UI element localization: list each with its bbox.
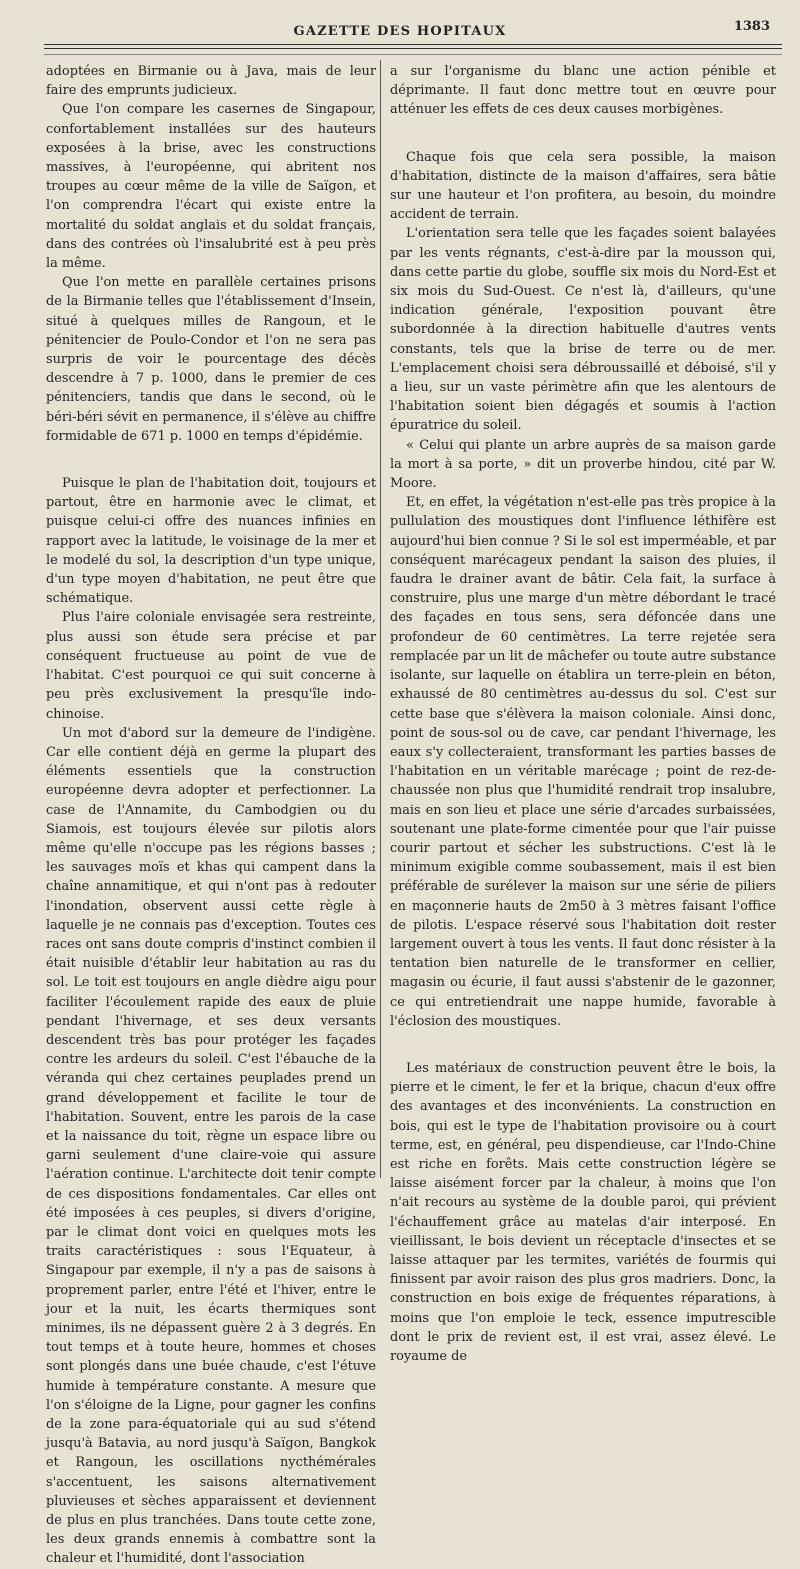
paragraph: Puisque le plan de l'habitation doit, toujours et partout, être en harmonie avec le climat, et puisque celui-ci offre des nuances infinies en rapport avec la latitude, le voisinage de la mer et le modelé du sol, la description d'un type unique, d'un type moyen d'habitation, ne peut être que schématique. — [46, 476, 376, 607]
paragraph: Un mot d'abord sur la demeure de l'indigène. Car elle contient déjà en germe la plupart des éléments essentiels que la construction européenne devra adopter et perfectionner. La case de l'Annamite, du Cambodgien ou du Siamois, est toujours élevée sur pilotis alors même qu'elle n'occupe pas les régions basses ; les sauvages moïs et khas qui campent dans la chaîne annamitique, et qui n'ont pas à redouter l'inondation, observent aussi cette règle à laquelle je ne connais pas d'exception. Toutes ces races ont sans doute compris d'instinct combien il était nuisible d'établir leur habitation au ras du sol. Le toit est toujours en angle dièdre aigu pour faciliter l'écoulement rapide des eaux de pluie pendant l'hivernage, et ses deux versants descendent très bas pour protéger les façades contre les ardeurs du soleil. C'est l'ébauche de la véranda qui chez certaines peuplades prend un grand développement et facilite le tour de l'habitation. Souvent, entre les parois de la case et la naissance du toit, règne un espace libre ou garni seulement d'une claire-voie qui assure l'aération continue. L'architecte doit tenir compte de ces dispositions fondamentales. Car elles ont été imposées à ces peuples, si divers d'origine, par le climat dont voici en quelques mots les traits caractéristiques : sous l'Equateur, à Singapour par exemple, il n'y a pas de saisons à proprement parler, entre l'été et l'hiver, entre le jour et la nuit, les écarts thermiques sont minimes, ils ne dépassent guère 2 à 3 degrés. En tout temps et à toute heure, hommes et choses sont plongés dans une buée chaude, c'est l'étuve humide à température constante. A mesure que l'on s'éloigne de la Ligne, pour gagner les confins de la zone para-équatoriale qui au sud s'étend jusqu'à Batavia, au nord jusqu'à Saïgon, Bangkok et Rangoun, les oscillations nycthémérales s'accentuent, les saisons alternativement pluvieuses et sèches apparaissent et deviennent de plus en plus tranchées. Dans toute cette zone, les deux grands ennemis à combattre sont la chaleur et l'humidité, dont l'association — [46, 725, 376, 1567]
left-column — [46, 62, 376, 1569]
right-column — [390, 62, 776, 1366]
paragraph: « Celui qui plante un arbre auprès de sa maison garde la mort à sa porte, » dit un proverbe hindou, cité par W. Moore. — [390, 437, 776, 492]
running-title: GAZETTE DES HOPITAUX — [293, 24, 507, 39]
column-separator — [380, 60, 381, 1178]
paragraph: adoptées en Birmanie ou à Java, mais de leur faire des emprunts judicieux. — [46, 64, 376, 99]
paragraph: Plus l'aire coloniale envisagée sera restreinte, plus aussi son étude sera précise et par conséquent fructueuse au point de vue de l'habitat. C'est pourquoi ce qui suit concerne à peu près exclusivement la presqu'île indo-chinoise. — [46, 610, 376, 722]
page-number: 1383 — [733, 19, 770, 34]
paragraph: L'orientation sera telle que les façades soient balayées par les vents régnants, c'est-à-dire par la mousson qui, dans cette partie du globe, souffle six mois du Nord-Est et six mois du Sud-Ouest. Ce n'est là, d'ailleurs, qu'une indication générale, l'exposition pouvant être subordonnée à la direction habituelle d'autres vents constants, tels que la brise de terre ou de mer. L'emplacement choisi sera débroussaillé et déboisé, s'il y a lieu, sur un vaste périmètre afin que les alentours de l'habitation soient bien dégagés et soumis à l'action épuratrice du soleil. — [390, 226, 776, 434]
paragraph: Et, en effet, la végétation n'est-elle pas très propice à la pullulation des moustiques dont l'influence léthifère est aujourd'hui bien connue ? Si le sol est imperméable, et par conséquent marécageux pendant la saison des pluies, il faudra le drainer avant de bâtir. Cela fait, la surface à construire, plus une marge d'un mètre débordant le tracé des façades en tous sens, sera défoncée dans une profondeur de 60 centimètres. La terre rejetée sera remplacée par un lit de mâchefer ou toute autre substance isolante, sur laquelle on établira un terre-plein en béton, exhaussé de 80 centimètres au-dessus du sol. C'est sur cette base que s'élèvera la maison coloniale. Ainsi donc, point de sous-sol ou de cave, car pendant l'hivernage, les eaux s'y collecteraient, transformant les parties basses de l'habitation en un véritable marécage ; point de rez-de-chaussée non plus que l'humidité rendrait trop insalubre, mais en son lieu et place une série d'arcades surbaissées, soutenant une plate-forme cimentée pour que l'air puisse courir partout et sécher les substructions. C'est là le minimum exigible comme soubassement, mais il est bien préférable de surélever la maison sur une série de piliers en maçonnerie hauts de 2m50 à 3 mètres faisant l'office de pilotis. L'espace réservé sous l'habitation doit rester largement ouvert à tous les vents. Il faut donc résister à la tentation bien naturelle de le transformer en cellier, magasin ou écurie, il faut aussi s'abstenir de le gazonner, ce qui entretiendrait une nappe humide, favorable à l'éclosion des moustiques. — [390, 495, 777, 1029]
paragraph: Que l'on compare les casernes de Singapour, confortablement installées sur des hauteurs exposées à la brise, avec les constructions massives, à l'européenne, qui abritent nos troupes au cœur même de la ville de Saïgon, et l'on comprendra l'écart qui existe entre la mortalité du soldat anglais et du soldat français, dans des contrées où l'insalubrité est à peu près la même. — [46, 102, 376, 272]
paragraph: Que l'on mette en parallèle certaines prisons de la Birmanie telles que l'établissement d'Insein, situé à quelques milles de Rangoun, et le pénitencier de Poulo-Condor et l'on ne sera pas surpris de voir le pourcentage des décès descendre à 7 p. 1000, dans le premier de ces pénitenciers, tandis que dans le second, où le béri-béri sévit en permanence, il s'élève au chiffre formidable de 671 p. 1000 en temps d'épidémie. — [46, 275, 376, 444]
paragraph: a sur l'organisme du blanc une action pénible et déprimante. Il faut donc mettre tout en œuvre pour atténuer les effets de ces deux causes morbigènes. — [390, 64, 776, 118]
paragraph: Chaque fois que cela sera possible, la maison d'habitation, distincte de la maison d'affaires, sera bâtie sur une hauteur et l'on profitera, au besoin, du moindre accident de terrain. — [390, 149, 776, 223]
header-rule-light — [44, 54, 782, 55]
header-rule-thin — [44, 48, 782, 49]
header-rule-thick — [44, 44, 782, 45]
paragraph: Les matériaux de construction peuvent être le bois, la pierre et le ciment, le fer et la brique, chacun d'eux offre des avantages et des inconvénients. La construction en bois, qui est le type de l'habitation provisoire ou à court terme, est, en général, peu dispendieuse, car l'Indo-Chine est riche en forêts. Mais cette construction légère se laisse aisément forcer par la chaleur, à moins que l'on n'ait recours au système de la double paroi, qui prévient l'échauffement grâce au matelas d'air interposé. En vieillissant, le bois devient un réceptacle d'insectes et se laisse attaquer par les termites, variétés de fourmis qui finissent par avoir raison des plus gros madriers. Donc, la construction en bois exige de fréquentes réparations, à moins que l'on emploie le teck, essence imputrescible dont le prix de revient est, il est vrai, assez élevé. Le royaume de — [390, 1060, 776, 1364]
